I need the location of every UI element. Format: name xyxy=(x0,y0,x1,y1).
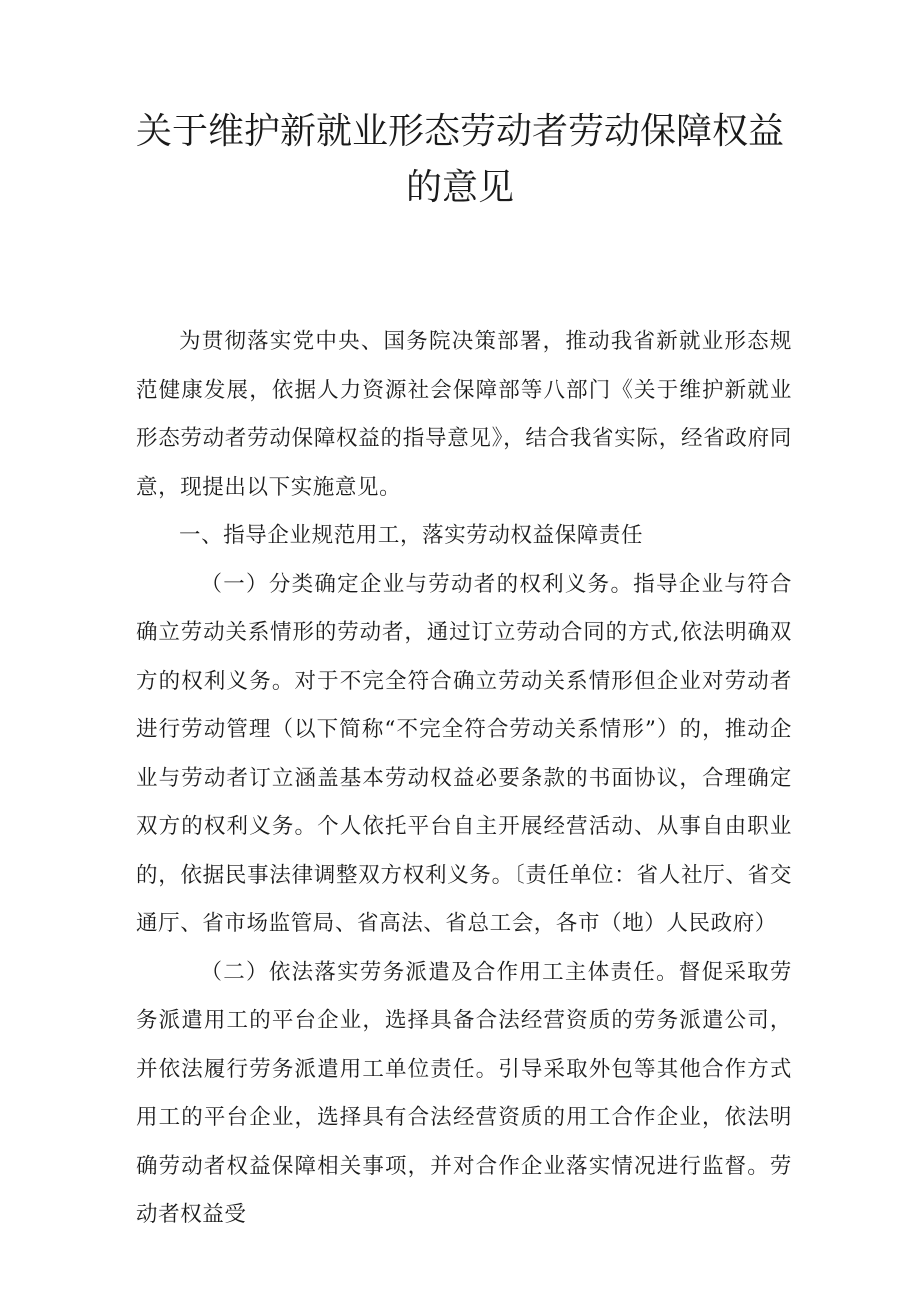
document-title xyxy=(120,104,800,216)
item-1-paragraph: （一）分类确定企业与劳动者的权利义务。指导企业与符合确立劳动关系情形的劳动者，通过订立劳动合同的方式,依法明确双方的权利义务。对于不完全符合确立劳动关系情形但企业对劳动者进行劳动管理（以下简称“不完全符合劳动关系情形”）的，推动企业与劳动者订立涵盖基本劳动权益必要条款的书面协议，合理确定双方的权利义务。个人依托平台自主开展经营活动、从事自由职业的，依据民事法律调整双方权利义务。〔责任单位：省人社厅、省交通厅、省市场监管局、省高法、省总工会，各市（地）人民政府） xyxy=(136,571,792,936)
intro-paragraph: 为贯彻落实党中央、国务院决策部署，推动我省新就业形态规范健康发展，依据人力资源社会保障部等八部门《关于维护新就业形态劳动者劳动保障权益的指导意见》，结合我省实际，经省政府同意，现提出以下实施意见。 xyxy=(136,329,792,500)
document-title-line-1: 关于维护新就业形态劳动者劳动保障权益 xyxy=(135,111,784,152)
document-body xyxy=(136,318,792,1240)
section-1-heading: 一、指导企业规范用工，落实劳动权益保障责任 xyxy=(179,523,644,548)
document-title-line-2: 的意见 xyxy=(405,167,514,208)
item-2-paragraph: （二）依法落实劳务派遣及合作用工主体责任。督促采取劳务派遣用工的平台企业，选择具备合法经营资质的劳务派遣公司，并依法履行劳务派遣用工单位责任。引导采取外包等其他合作方式用工的平台企业，选择具有合法经营资质的用工合作企业，依法明确劳动者权益保障相关事项，并对合作企业落实情况进行监督。劳动者权益受 xyxy=(136,959,792,1227)
